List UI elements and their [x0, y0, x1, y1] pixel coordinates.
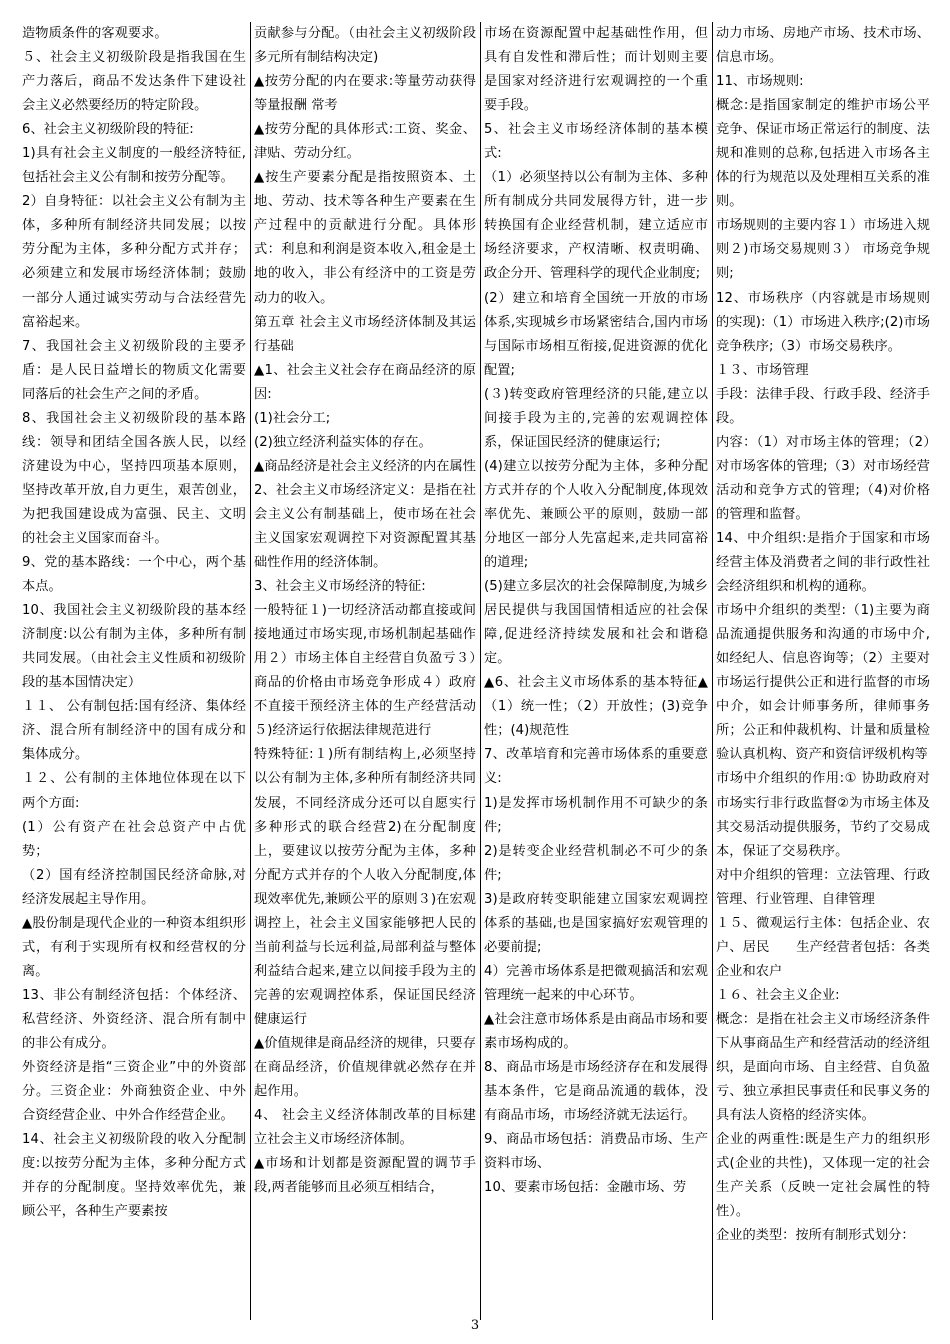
paragraph: (2）建立和培育全国统一开放的市场体系,实现城乡市场紧密结合,国内市场与国际市场相互衔接,促进资源的优化配置;	[484, 290, 708, 378]
paragraph: 概念:是指国家制定的维护市场公平竞争、保证市场正常运行的制度、法规和准则的总称,包括进入市场各主体的行为规范以及处理相互关系的准则。	[716, 98, 930, 210]
document-page	[22, 22, 930, 1320]
paragraph: 动力市场、房地产市场、技术市场、信息市场。	[716, 26, 930, 66]
paragraph: 3、社会主义市场经济的特征:	[254, 579, 426, 595]
paragraph: 对中介组织的管理：立法管理、行政管理、行业管理、自律管理	[716, 867, 930, 907]
paragraph: (３)转变政府管理经济的只能,建立以间接手段为主的,完善的宏观调控体系，保证国民经济的健康运行;	[484, 386, 708, 450]
paragraph: 4）完善市场体系是把微观搞活和宏观管理统一起来的中心环节。	[484, 963, 708, 1003]
paragraph: 7、我国社会主义初级阶段的主要矛盾：是人民日益增长的物质文化需要同落后的社会生产之间的矛盾。	[22, 338, 246, 402]
paragraph: ▲价值规律是商品经济的规律，只要存在商品经济，价值规律就必然存在并起作用。	[254, 1035, 476, 1100]
paragraph: 造物质条件的客观要求。	[22, 26, 168, 41]
paragraph: 手段：法律手段、行政手段、经济手段。	[716, 386, 930, 426]
paragraph: 市场中介组织的作用:① 协助政府对市场实行非行政监督②为市场主体及其交易活动提供服务，节约了交易成本，保证了交易秩序。	[716, 771, 930, 859]
paragraph: 企业的类型：按所有制形式划分：	[716, 1228, 915, 1244]
paragraph: 13、非公有制经济包括：个体经济、私营经济、外资经济、混合所有制中的非公有成分。	[22, 987, 246, 1051]
paragraph: (5)建立多层次的社会保障制度,为城乡居民提供与我国国情相适应的社会保障,促进经济持续发展和社会和谐稳定。	[484, 579, 708, 667]
paragraph: 10、我国社会主义初级阶段的基本经济制度:以公有制为主体，多种所有制共同发展。（由社会主义性质和初级阶段的基本国情决定）	[22, 603, 246, 691]
text-column-3	[484, 22, 708, 1320]
column-divider	[250, 22, 251, 1320]
paragraph: ▲股份制是现代企业的一种资本组织形式，有利于实现所有权和经营权的分离。	[22, 915, 246, 979]
text-column-1	[22, 22, 246, 1320]
paragraph: 3)是政府转变职能建立国家宏观调控体系的基础,也是国家搞好宏观管理的必要前提;	[484, 891, 708, 955]
paragraph: 外资经济是指“三资企业”中的外资部分。三资企业：外商独资企业、中外合资经营企业、中外合作经营企业。	[22, 1060, 246, 1124]
paragraph: 市场在资源配置中起基础性作用，但具有自发性和滞后性；而计划则主要是国家对经济进行宏观调控的一个重要手段。	[484, 26, 708, 114]
paragraph: ▲市场和计划都是资源配置的调节手段,两者能够而且必须互相结合，	[254, 1156, 476, 1196]
paragraph: 6、社会主义初级阶段的特征:	[22, 122, 194, 138]
paragraph: 一般特征１)一切经济活动都直接或间接地通过市场实现,市场机制起基础作用２）市场主体自主经营自负盈亏３）商品的价格由市场竞争形成４）政府不直接干预经济主体的生产经营活动５)经济运行依据法律规范进行	[254, 603, 476, 739]
paragraph: 9、商品市场包括：消费品市场、生产资料市场、	[484, 1132, 708, 1172]
paragraph: 特殊特征:１)所有制结构上,必须坚持以公有制为主体,多种所有制经济共同发展，不同经济成分还可以自愿实行多种形式的联合经营2)在分配制度上，要建议以按劳分配为主体，多种分配方式并存的个人收入分配制度,体现效率优先,兼顾公平的原则３)在宏观调控上，社会主义国家能够把人民的当前利益与长远利益,局部利益与整体利益结合起来,建立以间接手段为主的完善的宏观调控体系，保证国民经济健康运行	[254, 747, 476, 1027]
paragraph: (1)社会分工;	[254, 410, 331, 426]
paragraph: 14、社会主义初级阶段的收入分配制度:以按劳分配为主体，多种分配方式并存的分配制度。坚持效率优先，兼顾公平，各种生产要素按	[22, 1132, 246, 1220]
paragraph: ▲社会注意市场体系是由商品市场和要素市场构成的。	[484, 1011, 708, 1051]
paragraph: ▲1、社会主义社会存在商品经济的原因:	[254, 362, 476, 402]
paragraph: 企业的两重性:既是生产力的组织形式(企业的共性)，又体现一定的社会生产关系（反映一定社会属性的特性）。	[716, 1132, 930, 1220]
paragraph: （2）国有经济控制国民经济命脉,对经济发展起主导作用。	[22, 867, 246, 907]
paragraph: 1)具有社会主义制度的一般经济特征,包括社会主义公有制和按劳分配等。	[22, 146, 246, 186]
paragraph: １５、微观运行主体：包括企业、农户、居民 生产经营者包括：各类企业和农户	[716, 915, 930, 979]
column-divider	[712, 22, 713, 1320]
page-number: 3	[470, 1318, 480, 1333]
paragraph: 2)是转变企业经营机制必不可少的条件;	[484, 843, 708, 883]
paragraph: １３、市场管理	[716, 362, 809, 378]
paragraph: 8、我国社会主义初级阶段的基本路线：领导和团结全国各族人民，以经济建设为中心，坚持四项基本原则，坚持改革开放,自力更生，艰苦创业，为把我国建设成为富强、民主、文明的社会主义国家而奋斗。	[22, 410, 246, 546]
paragraph: 2、社会主义市场经济定义：是指在社会主义公有制基础上，使市场在社会主义国家宏观调控下对资源配置其基础性作用的经济体制。	[254, 482, 476, 571]
paragraph: 贡献参与分配。（由社会主义初级阶段多元所有制结构决定)	[254, 26, 476, 66]
paragraph: 第五章 社会主义市场经济体制及其运行基础	[254, 314, 476, 354]
paragraph: 4、 社会主义经济体制改革的目标建立社会主义市场经济体制。	[254, 1108, 476, 1148]
paragraph: 11、市场规则:	[716, 74, 804, 90]
paragraph: （1）必须坚持以公有制为主体、多种所有制成分共同发展得方针，进一步转换国有企业经营机制，建立适应市场经济要求，产权清晰、权责明确、政企分开、管理科学的现代企业制度;	[484, 170, 708, 282]
paragraph: １６、社会主义企业:	[716, 987, 840, 1003]
paragraph: 14、中介组织:是指介于国家和市场经营主体及消费者之间的非行政性社会经济组织和机构的通称。	[716, 530, 930, 595]
paragraph: 5、社会主义市场经济体制的基本模式:	[484, 122, 708, 162]
paragraph: 8、商品市场是市场经济存在和发展得基本条件，它是商品流通的载体，没有商品市场，市场经济就无法运行。	[484, 1060, 708, 1124]
paragraph: ▲6、社会主义市场体系的基本特征▲（1）统一性；（2）开放性；(3)竞争性；(4)规范性	[484, 675, 708, 739]
text-column-2	[254, 22, 476, 1320]
paragraph: ▲按劳分配的内在要求:等量劳动获得等量报酬 常考	[254, 74, 476, 114]
paragraph: 10、要素市场包括：金融市场、劳	[484, 1180, 687, 1196]
paragraph: 2）自身特征：以社会主义公有制为主体，多种所有制经济共同发展；以按劳分配为主体，多种分配方式并存；必须建立和发展市场经济体制；鼓励一部分人通过诚实劳动与合法经营先富裕起来。	[22, 194, 246, 330]
paragraph: (4)建立以按劳分配为主体，多种分配方式并存的个人收入分配制度,体现效率优先、兼顾公平的原则，鼓励一部分地区一部分人先富起来,走共同富裕的道理;	[484, 458, 708, 571]
column-divider	[480, 22, 481, 1320]
paragraph: (2)独立经济利益实体的存在。	[254, 434, 432, 450]
paragraph: (1）公有资产在社会总资产中占优势；	[22, 819, 246, 859]
paragraph: 市场规则的主要内容１）市场进入规则２)市场交易规则３） 市场竞争规则;	[716, 218, 930, 282]
paragraph: 1)是发挥市场机制作用不可缺少的条件;	[484, 795, 708, 835]
paragraph: 市场中介组织的类型:（1)主要为商品流通提供服务和沟通的市场中介,如经纪人、信息咨询等；（2）主要对市场运行提供公正和进行监督的市场中介，如会计师事务所，律师事务所；公正和仲裁机构、计量和质量检验认真机构、资产和资信评级机构等	[716, 603, 930, 763]
text-column-4	[716, 22, 930, 1320]
paragraph: ５、社会主义初级阶段是指我国在生产力落后，商品不发达条件下建设社会主义必然要经历的特定阶段。	[22, 50, 246, 114]
paragraph: 概念：是指在社会主义市场经济条件下从事商品生产和经营活动的经济组织，是面向市场、自主经营、自负盈亏、独立承担民事责任和民事义务的具有法人资格的经济实体。	[716, 1011, 930, 1124]
paragraph: 7、改革培育和完善市场体系的重要意义:	[484, 747, 708, 787]
paragraph: 9、党的基本路线：一个中心，两个基本点。	[22, 555, 246, 595]
paragraph: ▲商品经济是社会主义经济的内在属性	[254, 458, 476, 474]
paragraph: １１、 公有制包括:国有经济、集体经济、混合所有制经济中的国有成分和集体成分。	[22, 699, 246, 763]
paragraph: 内容：（1）对市场主体的管理；（2）对市场客体的管理;（3）对市场经营活动和竞争方式的管理;（4)对价格的管理和监督。	[716, 434, 930, 522]
paragraph: 12、市场秩序（内容就是市场规则的实现):（1）市场进入秩序;(2)市场竞争秩序;（3）市场交易秩序。	[716, 290, 930, 354]
paragraph: ▲按生产要素分配是指按照资本、土地、劳动、技术等各种生产要素在生产过程中的贡献进行分配。具体形式：利息和利润是资本收入,租金是土地的收入，非公有经济中的工资是劳动力的收入。	[254, 170, 476, 306]
paragraph: ▲按劳分配的具体形式:工资、奖金、津贴、劳动分红。	[254, 122, 476, 162]
paragraph: １２、公有制的主体地位体现在以下两个方面:	[22, 771, 246, 811]
